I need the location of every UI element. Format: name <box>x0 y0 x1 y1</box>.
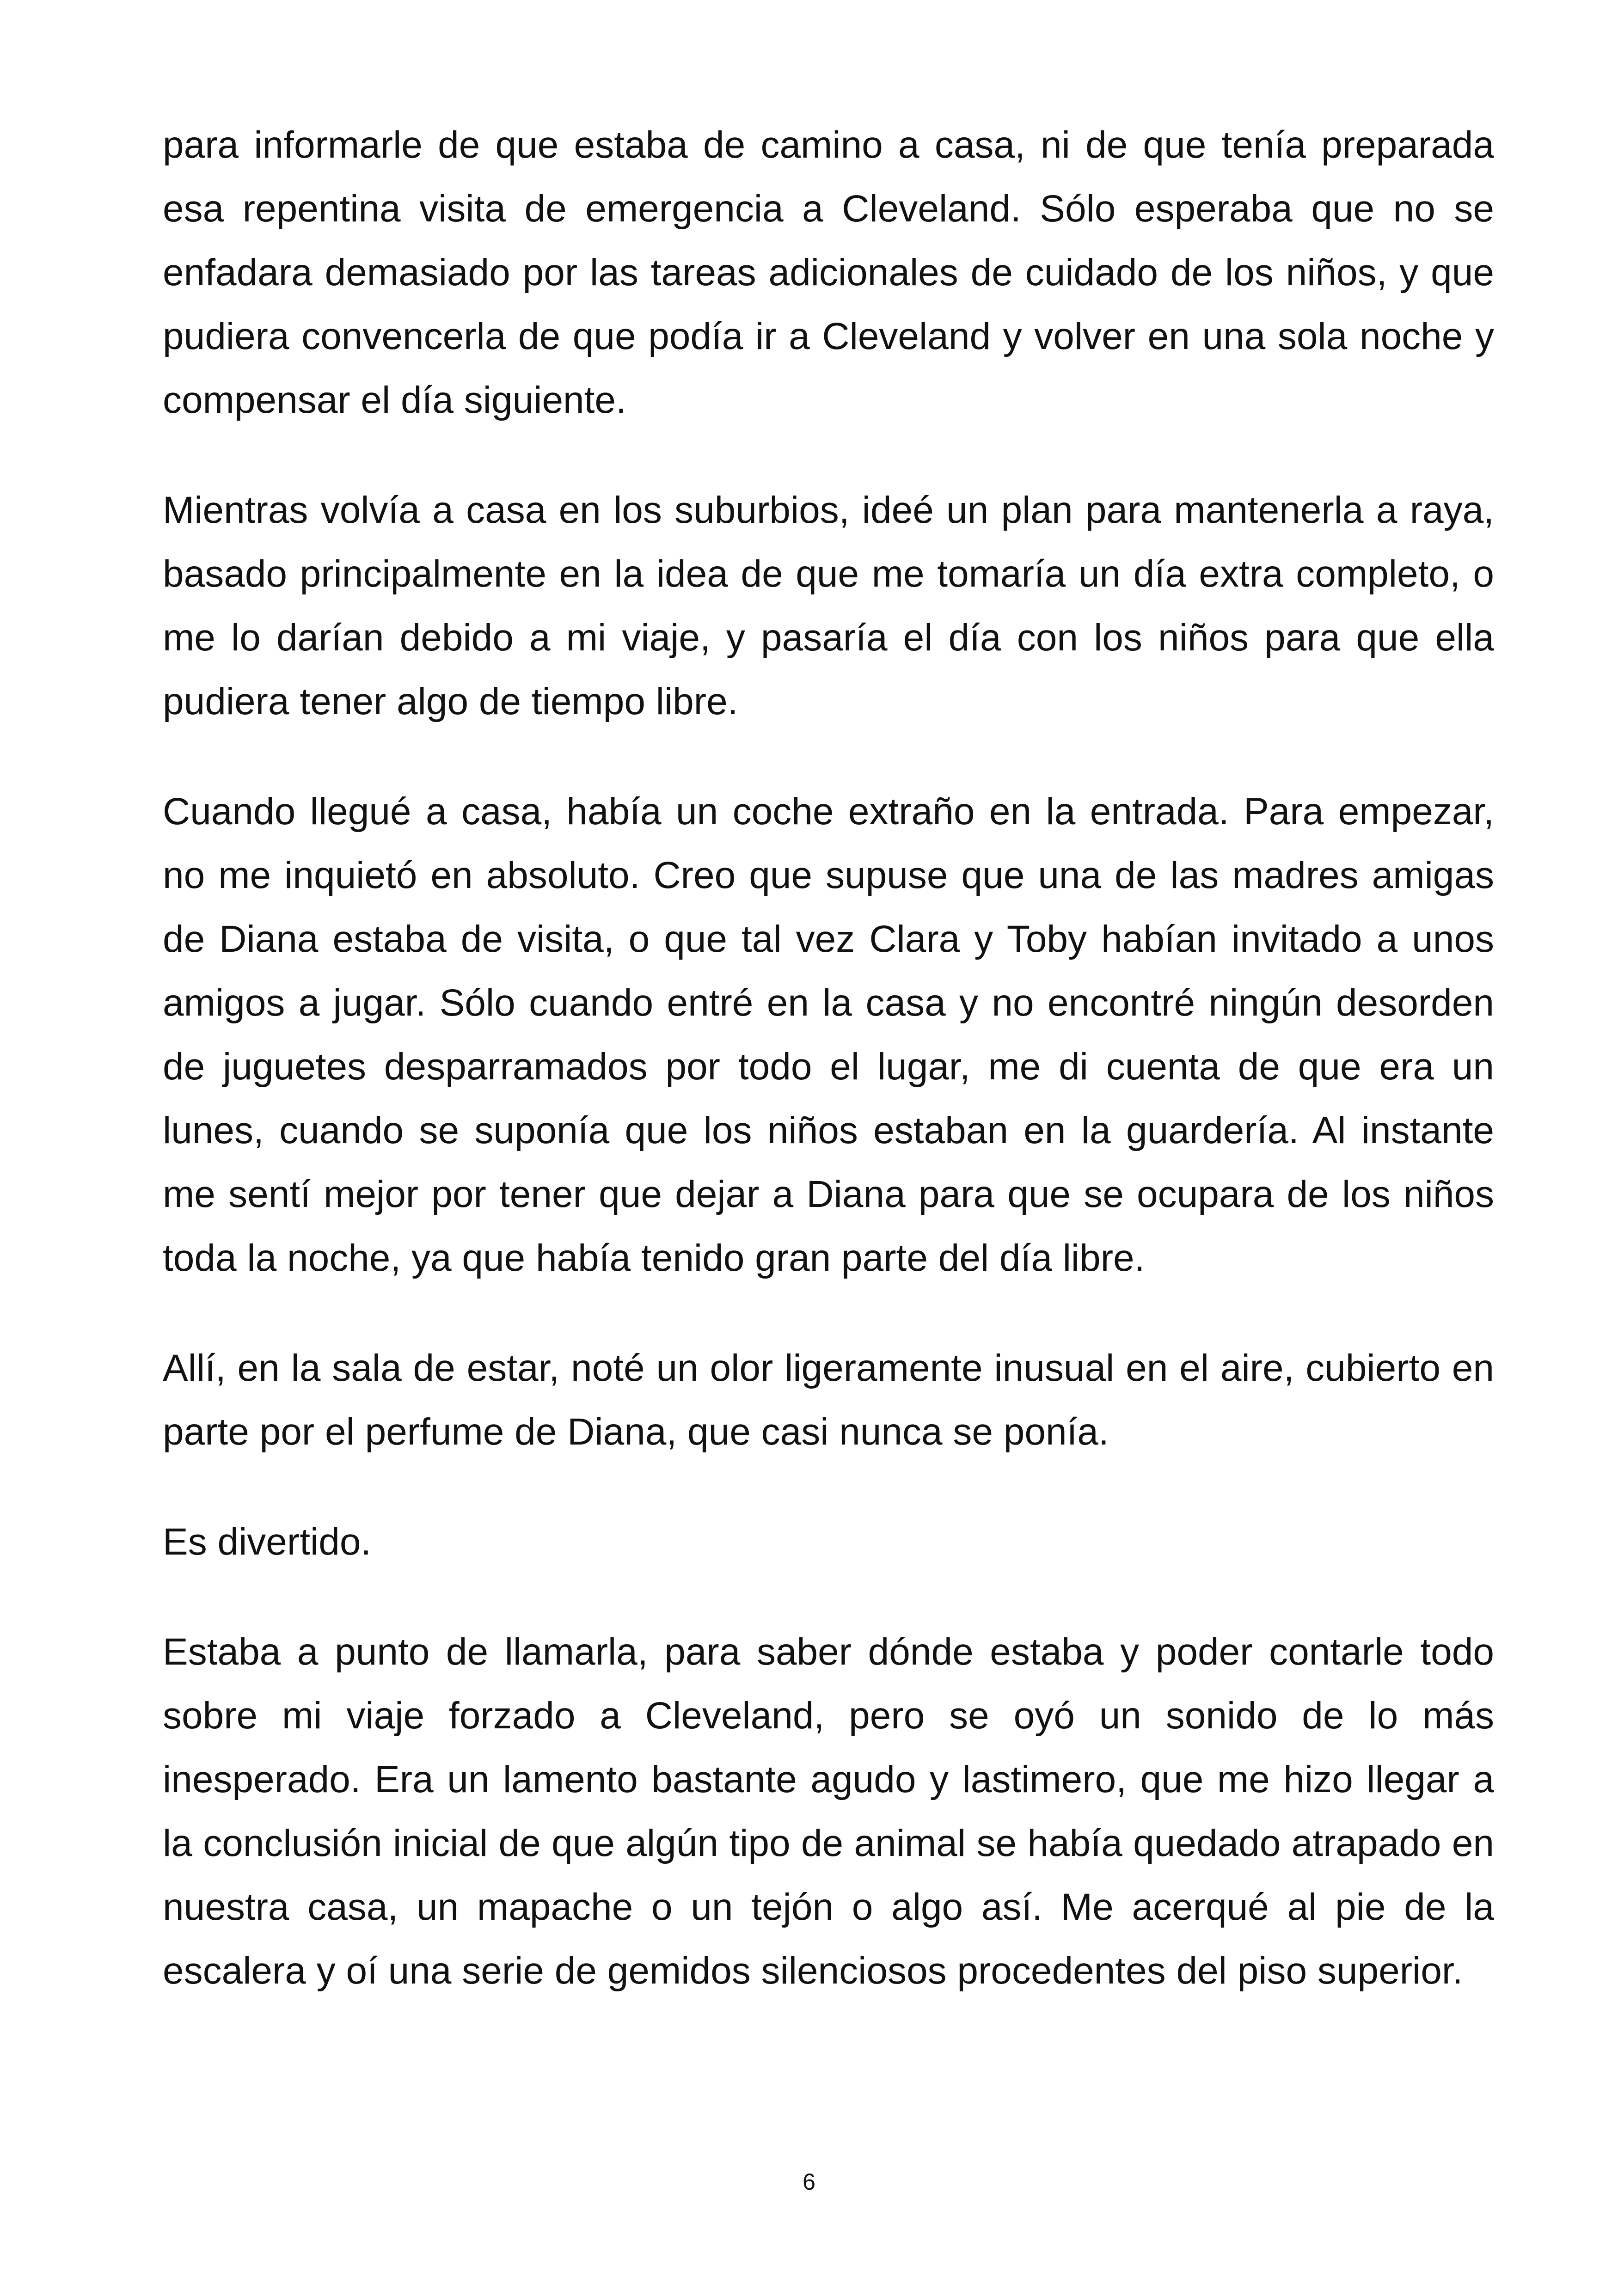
page-number: 6 <box>803 2169 815 2195</box>
paragraph: Mientras volvía a casa en los suburbios, ideé un plan para mantenerla a raya, basado principalmente en la idea de que me tomaría un día extra completo, o me lo darían debido a mi viaje, y pasaría el día con los niños para que ella pudiera tener algo de tiempo libre. <box>163 489 1494 722</box>
paragraph: Estaba a punto de llamarla, para saber dónde estaba y poder contarle todo sobre mi viaje forzado a Cleveland, pero se oyó un sonido de lo más inesperado. Era un lamento bastante agudo y lastimero, que me hizo llegar a la conclusión inicial de que algún tipo de animal se había quedado atrapado en nuestra casa, un mapache o un tejón o algo así. Me acerqué al pie de la escalera y oí una serie de gemidos silenciosos procedentes del piso superior. <box>163 1631 1494 1992</box>
paragraph: Allí, en la sala de estar, noté un olor ligeramente inusual en el aire, cubierto en parte por el perfume de Diana, que casi nunca se ponía. <box>163 1347 1494 1453</box>
paragraph: para informarle de que estaba de camino a casa, ni de que tenía preparada esa repentina visita de emergencia a Cleveland. Sólo esperaba que no se enfadara demasiado por las tareas adicionales de cuidado de los niños, y que pudiera convencerla de que podía ir a Cleveland y volver en una sola noche y compensar el día siguiente. <box>163 124 1494 421</box>
paragraph: Es divertido. <box>163 1521 372 1563</box>
paragraph: Cuando llegué a casa, había un coche extraño en la entrada. Para empezar, no me inquietó en absoluto. Creo que supuse que una de las madres amigas de Diana estaba de visita, o que tal vez Clara y Toby habían invitado a unos amigos a jugar. Sólo cuando entré en la casa y no encontré ningún desorden de juguetes desparramados por todo el lugar, me di cuenta de que era un lunes, cuando se suponía que los niños estaban en la guardería. Al instante me sentí mejor por tener que dejar a Diana para que se ocupara de los niños toda la noche, ya que había tenido gran parte del día libre. <box>163 790 1494 1279</box>
body-text <box>163 113 1494 2049</box>
